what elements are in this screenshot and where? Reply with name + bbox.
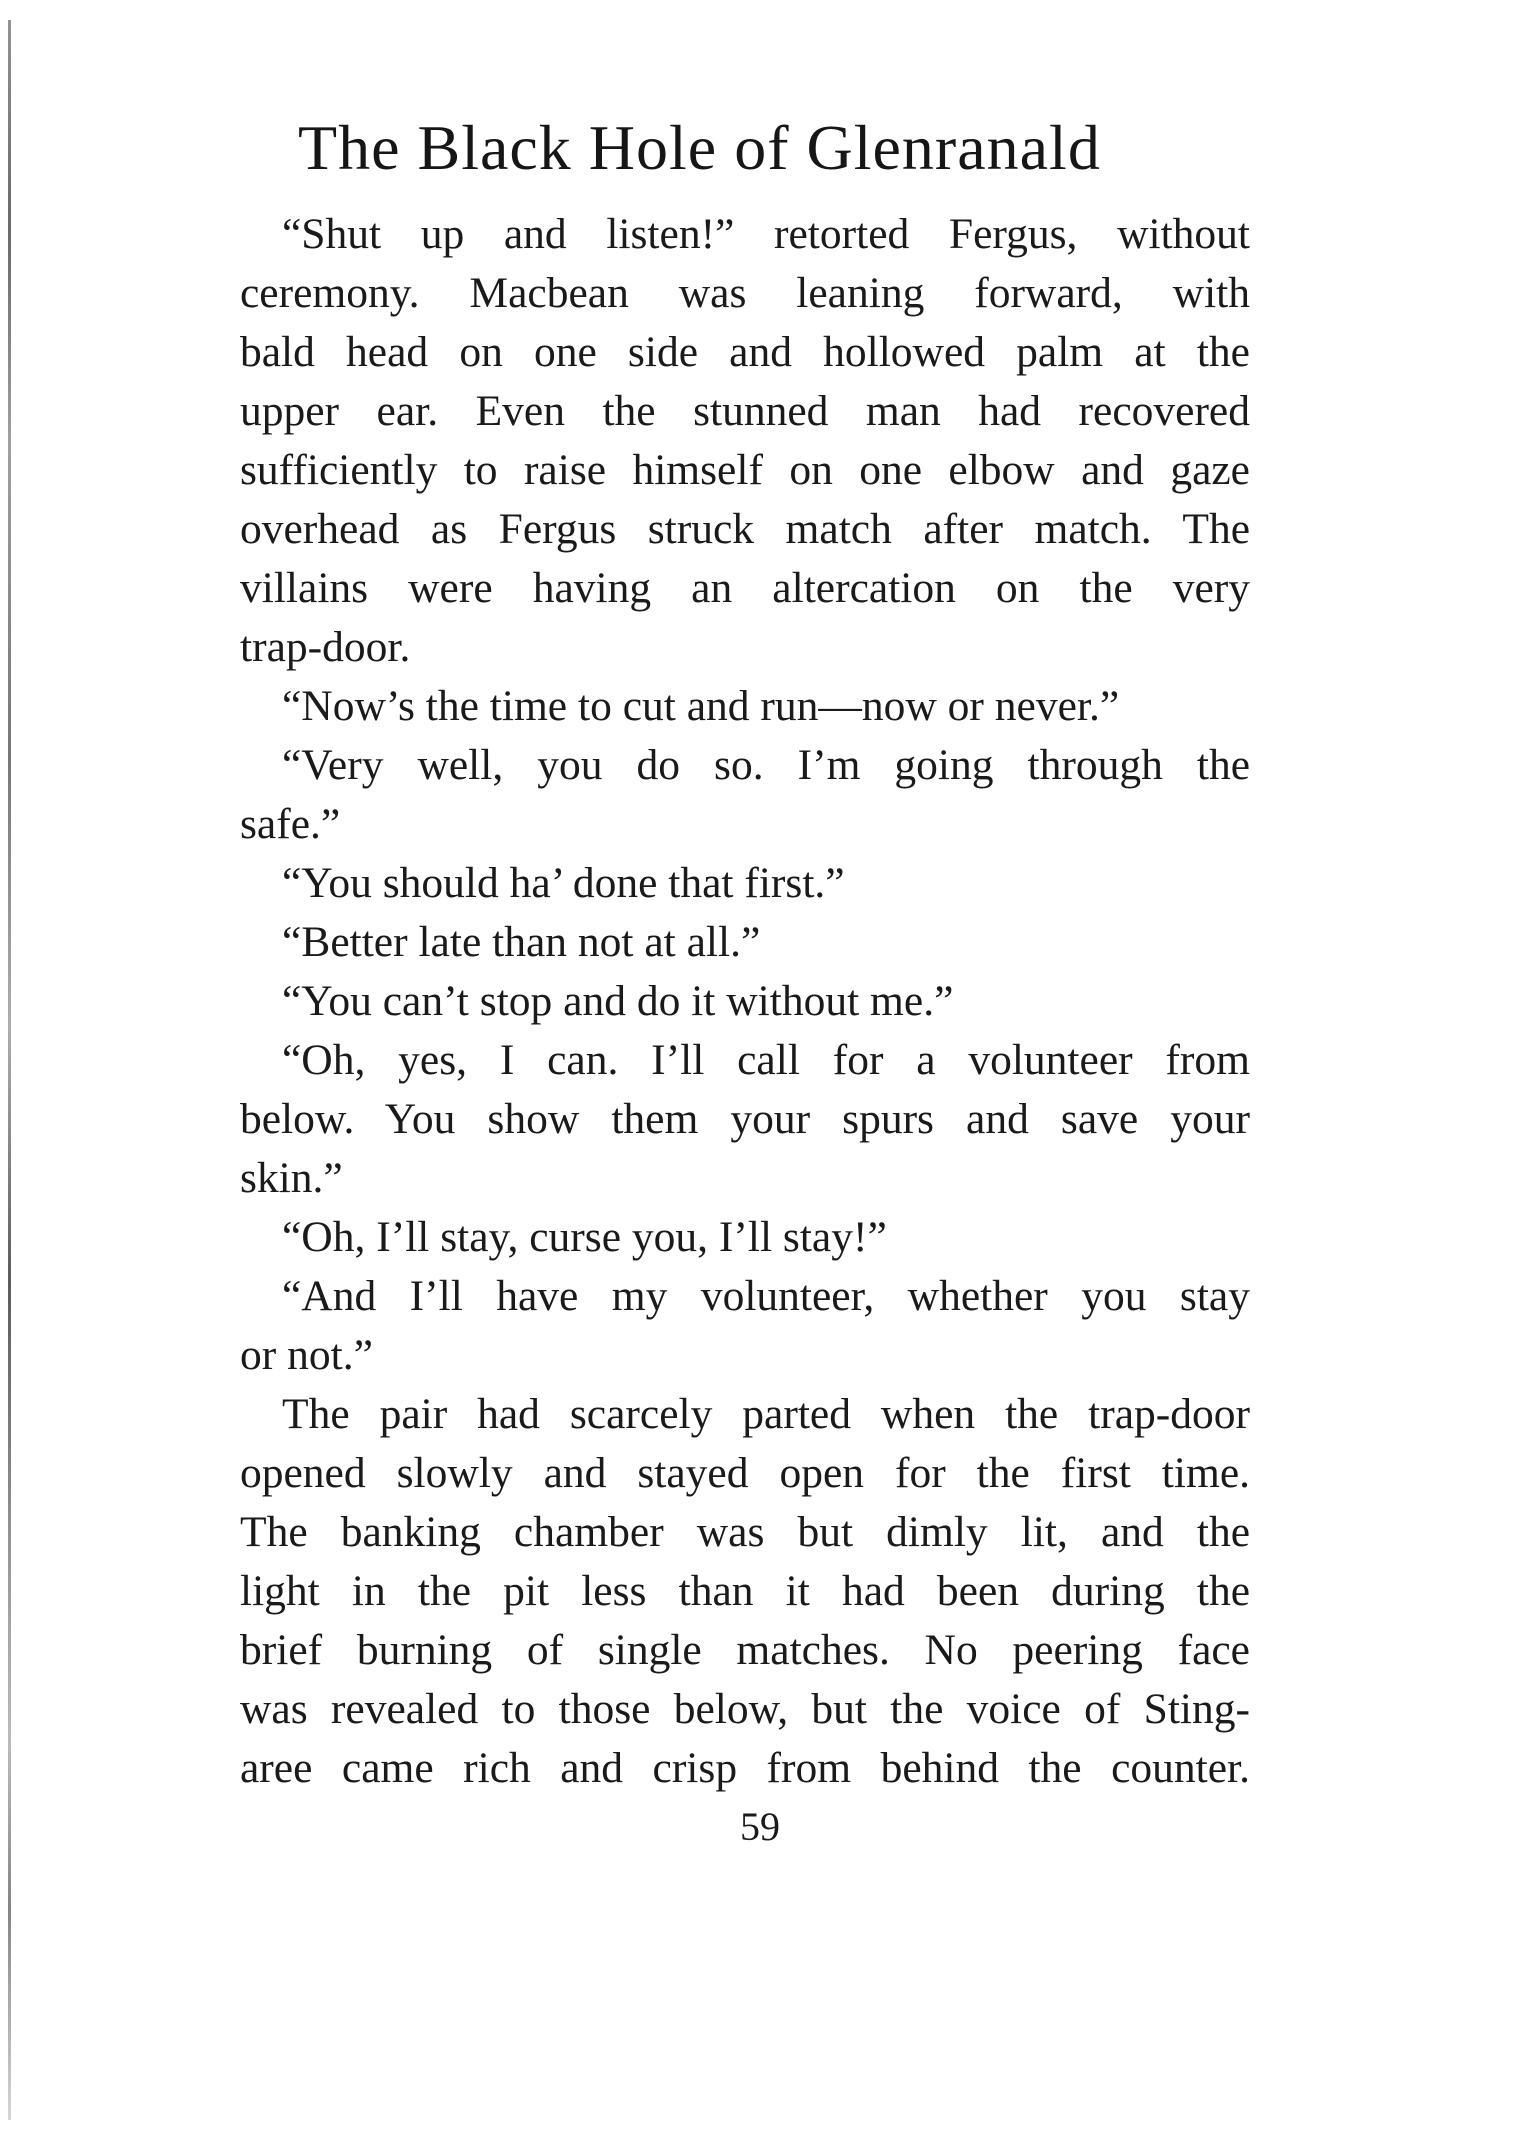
text-line: [240, 1385, 1250, 1444]
line-text: The banking chamber was but dimly lit, and the: [240, 1508, 1250, 1556]
text-line: [240, 1680, 1250, 1739]
text-line: [240, 559, 1250, 618]
line-text: The pair had scarcely parted when the trap-door: [282, 1390, 1250, 1438]
text-line: [240, 1562, 1250, 1621]
line-text: “Shut up and listen!” retorted Fergus, without: [282, 210, 1250, 258]
line-text: “Very well, you do so. I’m going through the: [282, 741, 1250, 789]
text-line: [240, 382, 1250, 441]
line-text: overhead as Fergus struck match after match. The: [240, 505, 1250, 553]
text-line: [240, 1031, 1250, 1090]
text-line: [240, 500, 1250, 559]
running-head: The Black Hole of Glenranald: [298, 112, 1101, 183]
text-line: [240, 1444, 1250, 1503]
text-line: [240, 795, 1250, 854]
line-text: “Oh, I’ll stay, curse you, I’ll stay!”: [282, 1213, 887, 1261]
text-line: [240, 1267, 1250, 1326]
line-text: ceremony. Macbean was leaning forward, with: [240, 269, 1250, 317]
line-text: “Now’s the time to cut and run—now or never.”: [282, 682, 1120, 730]
line-text: below. You show them your spurs and save your: [240, 1095, 1250, 1143]
text-line: [240, 1208, 1250, 1267]
line-text: skin.”: [240, 1154, 343, 1202]
binding-edge: [8, 20, 11, 2120]
text-line: [240, 677, 1250, 736]
line-text: bald head on one side and hollowed palm at the: [240, 328, 1250, 376]
line-text: sufficiently to raise himself on one elbow and gaze: [240, 446, 1250, 494]
text-line: [240, 1326, 1250, 1385]
line-text: “You can’t stop and do it without me.”: [282, 977, 954, 1025]
line-text: villains were having an altercation on the very: [240, 564, 1250, 612]
line-text: safe.”: [240, 800, 341, 848]
line-text: upper ear. Even the stunned man had recovered: [240, 387, 1250, 435]
text-line: [240, 1503, 1250, 1562]
page-number: 59: [740, 1804, 780, 1849]
line-text: “Better late than not at all.”: [282, 918, 761, 966]
body-text: [240, 205, 1250, 1798]
text-line: [240, 854, 1250, 913]
line-text: trap-door.: [240, 623, 411, 671]
line-text: “Oh, yes, I can. I’ll call for a volunteer from: [282, 1036, 1250, 1084]
line-text: “And I’ll have my volunteer, whether you stay: [282, 1272, 1250, 1320]
text-line: [240, 913, 1250, 972]
text-line: [240, 1621, 1250, 1680]
line-text: opened slowly and stayed open for the first time.: [240, 1449, 1250, 1497]
line-text: “You should ha’ done that first.”: [282, 859, 845, 907]
text-line: [240, 1149, 1250, 1208]
line-text: or not.”: [240, 1331, 373, 1379]
text-line: [240, 441, 1250, 500]
text-line: [240, 618, 1250, 677]
text-line: [240, 972, 1250, 1031]
text-line: [240, 264, 1250, 323]
text-line: [240, 736, 1250, 795]
text-line: [240, 205, 1250, 264]
text-line: [240, 1090, 1250, 1149]
text-line: [240, 323, 1250, 382]
line-text: aree came rich and crisp from behind the counter.: [240, 1744, 1250, 1792]
line-text: was revealed to those below, but the voice of Sting-: [240, 1685, 1250, 1733]
text-line: [240, 1739, 1250, 1798]
line-text: brief burning of single matches. No peering face: [240, 1626, 1250, 1674]
line-text: light in the pit less than it had been during the: [240, 1567, 1250, 1615]
